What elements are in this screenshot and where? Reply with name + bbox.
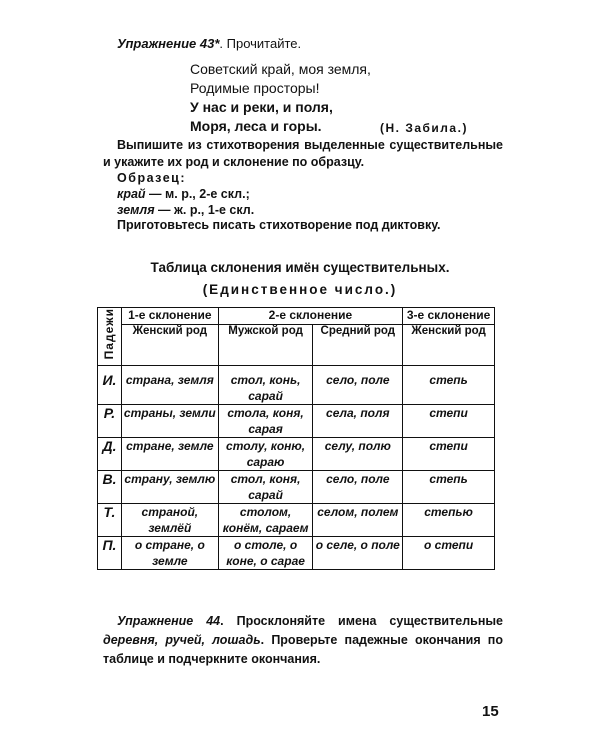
sample-title: Образец: xyxy=(117,171,187,185)
table-cell: столом, конём, сараем xyxy=(218,504,313,537)
table-cell: село, поле xyxy=(313,471,403,504)
table-cell: стране, земле xyxy=(121,438,218,471)
table-cell: степь xyxy=(403,366,495,405)
table-row xyxy=(98,471,495,504)
exercise-44-text-2: . Проверьте падежные окончания по таблице и подчеркните окончания. xyxy=(103,633,503,666)
declension-3-header: 3-е склонение xyxy=(403,308,495,325)
table-cell: страны, земли xyxy=(121,405,218,438)
exercise-43-label: Упражнение 43* xyxy=(117,36,220,51)
poem xyxy=(190,60,371,136)
poem-line: У нас и реки, и поля, xyxy=(190,99,333,115)
table-row xyxy=(98,504,495,537)
case-label: В. xyxy=(98,471,122,504)
table-subtitle: (Единственное число.) xyxy=(202,282,398,297)
table-cell: страна, земля xyxy=(121,366,218,405)
gender-header: Мужской род xyxy=(218,325,313,366)
table-cell: селом, полем xyxy=(313,504,403,537)
case-label: Т. xyxy=(98,504,122,537)
table-cell: стол, конь, сарай xyxy=(218,366,313,405)
case-column-header xyxy=(98,308,122,366)
table-cell: степь xyxy=(403,471,495,504)
table-cell: село, поле xyxy=(313,366,403,405)
case-label: И. xyxy=(98,366,122,405)
table-cell: села, поля xyxy=(313,405,403,438)
sample-desc-2: — ж. р., 1-е скл. xyxy=(154,203,255,217)
case-label: П. xyxy=(98,537,122,570)
table-row xyxy=(98,366,495,405)
sample-word-1: край xyxy=(117,187,146,201)
table-cell: стол, коня, сарай xyxy=(218,471,313,504)
table-title: Таблица склонения имён существительных. xyxy=(150,260,450,275)
poem-line: Советский край, моя земля, xyxy=(190,61,371,77)
table-cell: о столе, о коне, о сарае xyxy=(218,537,313,570)
sample-example-1 xyxy=(117,186,517,203)
exercise-43-heading xyxy=(117,36,301,51)
case-label: Д. xyxy=(98,438,122,471)
sample-word-2: земля xyxy=(117,203,155,217)
declension-2-header: 2-е склонение xyxy=(218,308,402,325)
prepare-instruction: Приготовьтесь писать стихотворение под диктовку. xyxy=(117,218,441,232)
poem-author: (Н. Забила.) xyxy=(380,121,468,135)
exercise-44-text-1: . Просклоняйте имена существительные xyxy=(220,614,503,628)
table-row xyxy=(98,537,495,570)
table-cell: стола, коня, сарая xyxy=(218,405,313,438)
gender-header: Женский род xyxy=(121,325,218,366)
gender-header: Средний род xyxy=(313,325,403,366)
poem-line: Моря, леса и горы. xyxy=(190,118,322,134)
exercise-44 xyxy=(103,612,503,669)
table-cell: о селе, о поле xyxy=(313,537,403,570)
gender-header: Женский род xyxy=(403,325,495,366)
case-header-label: Падежи xyxy=(102,308,117,360)
sample-desc-1: — м. р., 2-е скл.; xyxy=(145,187,250,201)
exercise-44-label: Упражнение 44 xyxy=(117,614,221,628)
table-cell: степью xyxy=(403,504,495,537)
table-cell: о стране, о земле xyxy=(121,537,218,570)
case-label: Р. xyxy=(98,405,122,438)
table-row xyxy=(98,405,495,438)
task-text: Выпишите из стихотворения выделенные существительные и укажите их род и склонение по образцу. xyxy=(103,138,503,169)
table-cell: селу, полю xyxy=(313,438,403,471)
table-cell: столу, коню, сараю xyxy=(218,438,313,471)
exercise-43-instruction: . Прочитайте. xyxy=(219,36,302,51)
table-cell: степи xyxy=(403,405,495,438)
table-row xyxy=(98,438,495,471)
table-cell: о степи xyxy=(403,537,495,570)
table-cell: степи xyxy=(403,438,495,471)
poem-line: Родимые просторы! xyxy=(190,80,320,96)
page-number: 15 xyxy=(482,703,499,720)
exercise-44-words: деревня, ручей, лошадь xyxy=(103,633,261,647)
declension-table xyxy=(97,307,495,570)
table-cell: страной, землёй xyxy=(121,504,218,537)
declension-1-header: 1-е склонение xyxy=(121,308,218,325)
table-cell: страну, землю xyxy=(121,471,218,504)
